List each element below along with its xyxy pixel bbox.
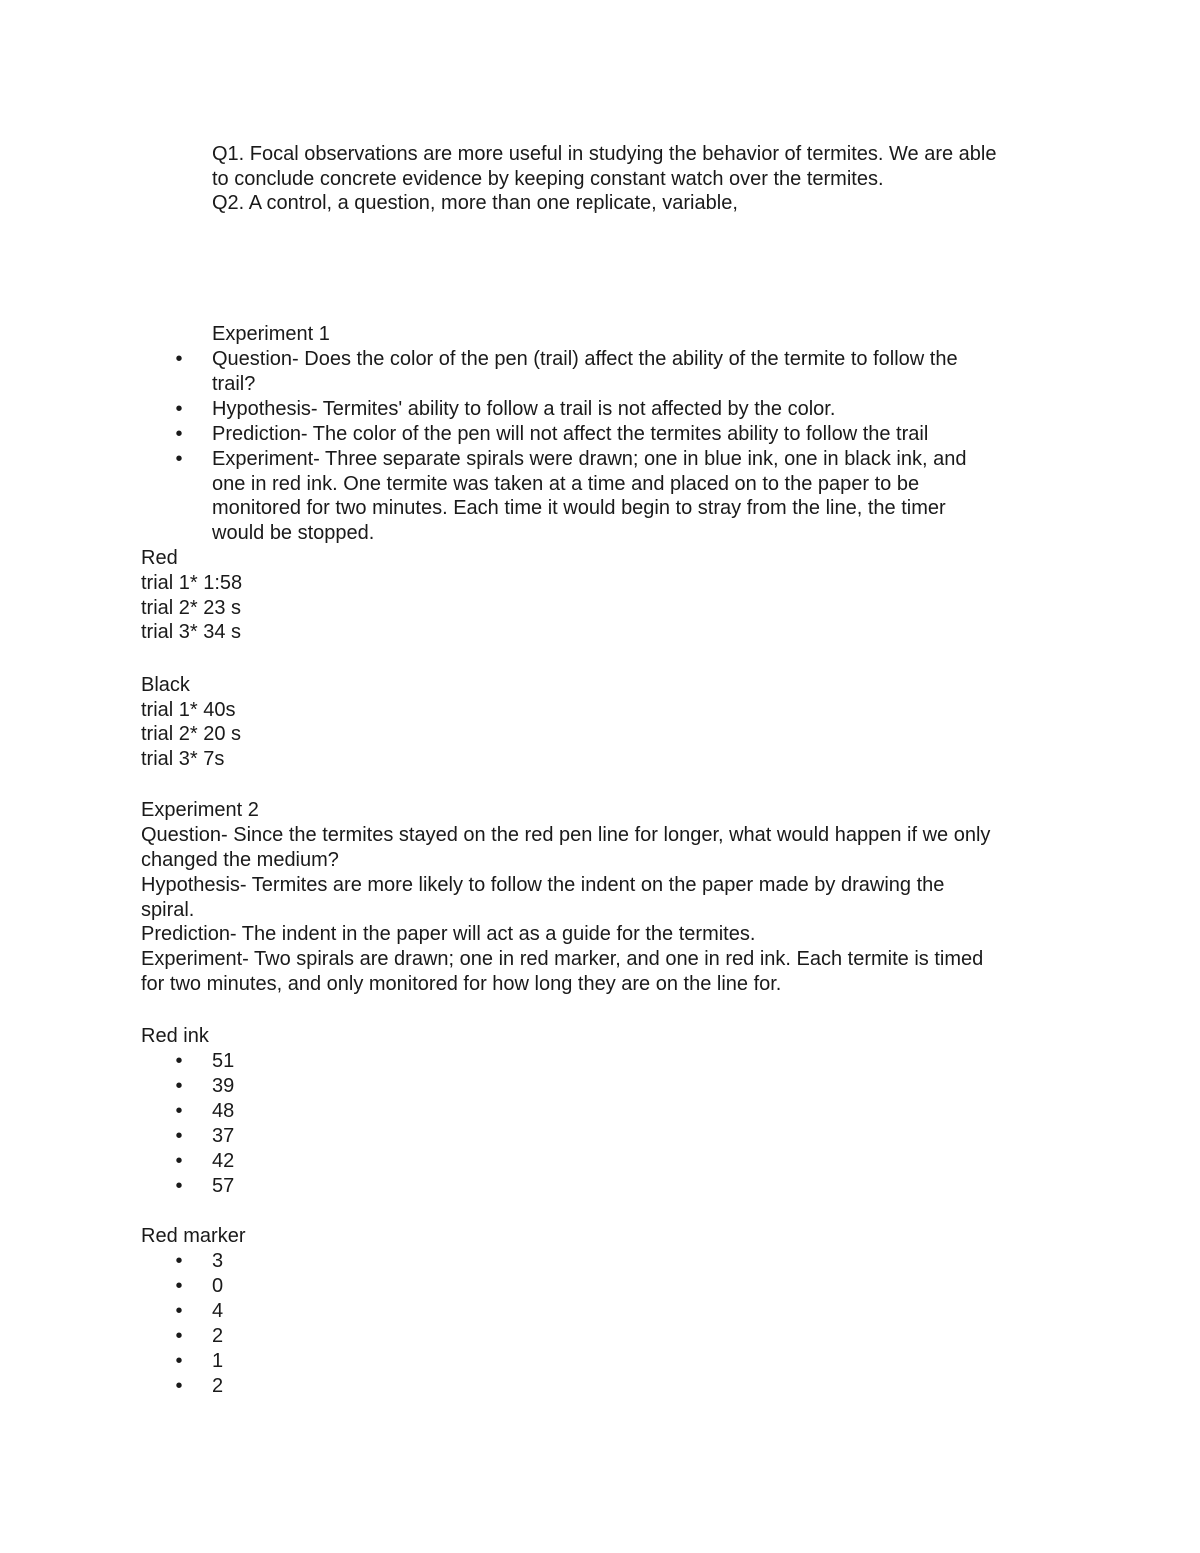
q1-text-line-1: Q1. Focal observations are more useful in studying the behavior of termites. We are able: [212, 143, 997, 165]
list-item: 2: [212, 1325, 224, 1347]
red-trial-3: trial 3* 34 s: [141, 621, 242, 643]
experiment-2-procedure-line-1: Experiment- Two spirals are drawn; one in red marker, and one in red ink. Each termite is timed: [141, 948, 984, 970]
bullet-icon: •: [175, 1100, 183, 1122]
red-results-label: Red: [141, 547, 178, 569]
experiment-2-hypothesis-line-2: spiral.: [141, 899, 195, 921]
experiment-2-hypothesis-line-1: Hypothesis- Termites are more likely to follow the indent on the paper made by drawing the: [141, 874, 945, 896]
experiment-1-procedure-line-4: would be stopped.: [212, 522, 375, 544]
bullet-icon: •: [175, 1325, 183, 1347]
list-item: 48: [212, 1100, 235, 1122]
q2-text: Q2. A control, a question, more than one replicate, variable,: [212, 192, 738, 214]
black-results-label: Black: [141, 674, 190, 696]
experiment-1-procedure-line-2: one in red ink. One termite was taken at a time and placed on to the paper to be: [212, 473, 920, 495]
list-item: 2: [212, 1375, 224, 1397]
red-marker-results-label: Red marker: [141, 1225, 246, 1247]
list-item: 4: [212, 1300, 224, 1322]
bullet-icon: •: [175, 448, 183, 470]
experiment-2-heading: Experiment 2: [141, 799, 259, 821]
list-item: 0: [212, 1275, 224, 1297]
bullet-icon: •: [175, 348, 183, 370]
black-trial-3: trial 3* 7s: [141, 748, 225, 770]
experiment-1-heading: Experiment 1: [212, 323, 330, 345]
list-item: 3: [212, 1250, 224, 1272]
bullet-icon: •: [175, 1275, 183, 1297]
red-ink-results-label: Red ink: [141, 1025, 209, 1047]
bullet-icon: •: [175, 1375, 183, 1397]
q1-text-line-2: to conclude concrete evidence by keeping constant watch over the termites.: [212, 168, 884, 190]
bullet-icon: •: [175, 1150, 183, 1172]
bullet-icon: •: [175, 398, 183, 420]
list-item: 51: [212, 1050, 235, 1072]
bullet-icon: •: [175, 1125, 183, 1147]
list-item: 1: [212, 1350, 224, 1372]
bullet-icon: •: [175, 1300, 183, 1322]
experiment-2-procedure-line-2: for two minutes, and only monitored for how long they are on the line for.: [141, 973, 782, 995]
bullet-icon: •: [175, 1050, 183, 1072]
list-item: 39: [212, 1075, 235, 1097]
experiment-1-hypothesis: Hypothesis- Termites' ability to follow a trail is not affected by the color.: [212, 398, 836, 420]
bullet-icon: •: [175, 423, 183, 445]
red-trial-2: trial 2* 23 s: [141, 597, 242, 619]
experiment-2-question-line-1: Question- Since the termites stayed on the red pen line for longer, what would happen if we only: [141, 824, 991, 846]
list-item: 37: [212, 1125, 235, 1147]
black-trial-2: trial 2* 20 s: [141, 723, 242, 745]
red-trial-1: trial 1* 1:58: [141, 572, 243, 594]
bullet-icon: •: [175, 1250, 183, 1272]
bullet-icon: •: [175, 1350, 183, 1372]
experiment-1-question-line-2: trail?: [212, 373, 256, 395]
experiment-2-prediction: Prediction- The indent in the paper will act as a guide for the termites.: [141, 923, 756, 945]
bullet-icon: •: [175, 1075, 183, 1097]
experiment-1-question-line-1: Question- Does the color of the pen (trail) affect the ability of the termite to follow the: [212, 348, 958, 370]
experiment-1-procedure-line-3: monitored for two minutes. Each time it would begin to stray from the line, the timer: [212, 497, 946, 519]
bullet-icon: •: [175, 1175, 183, 1197]
list-item: 42: [212, 1150, 235, 1172]
experiment-1-procedure-line-1: Experiment- Three separate spirals were drawn; one in blue ink, one in black ink, and: [212, 448, 967, 470]
black-trial-1: trial 1* 40s: [141, 699, 236, 721]
list-item: 57: [212, 1175, 235, 1197]
experiment-2-question-line-2: changed the medium?: [141, 849, 339, 871]
experiment-1-prediction: Prediction- The color of the pen will not affect the termites ability to follow the trail: [212, 423, 929, 445]
